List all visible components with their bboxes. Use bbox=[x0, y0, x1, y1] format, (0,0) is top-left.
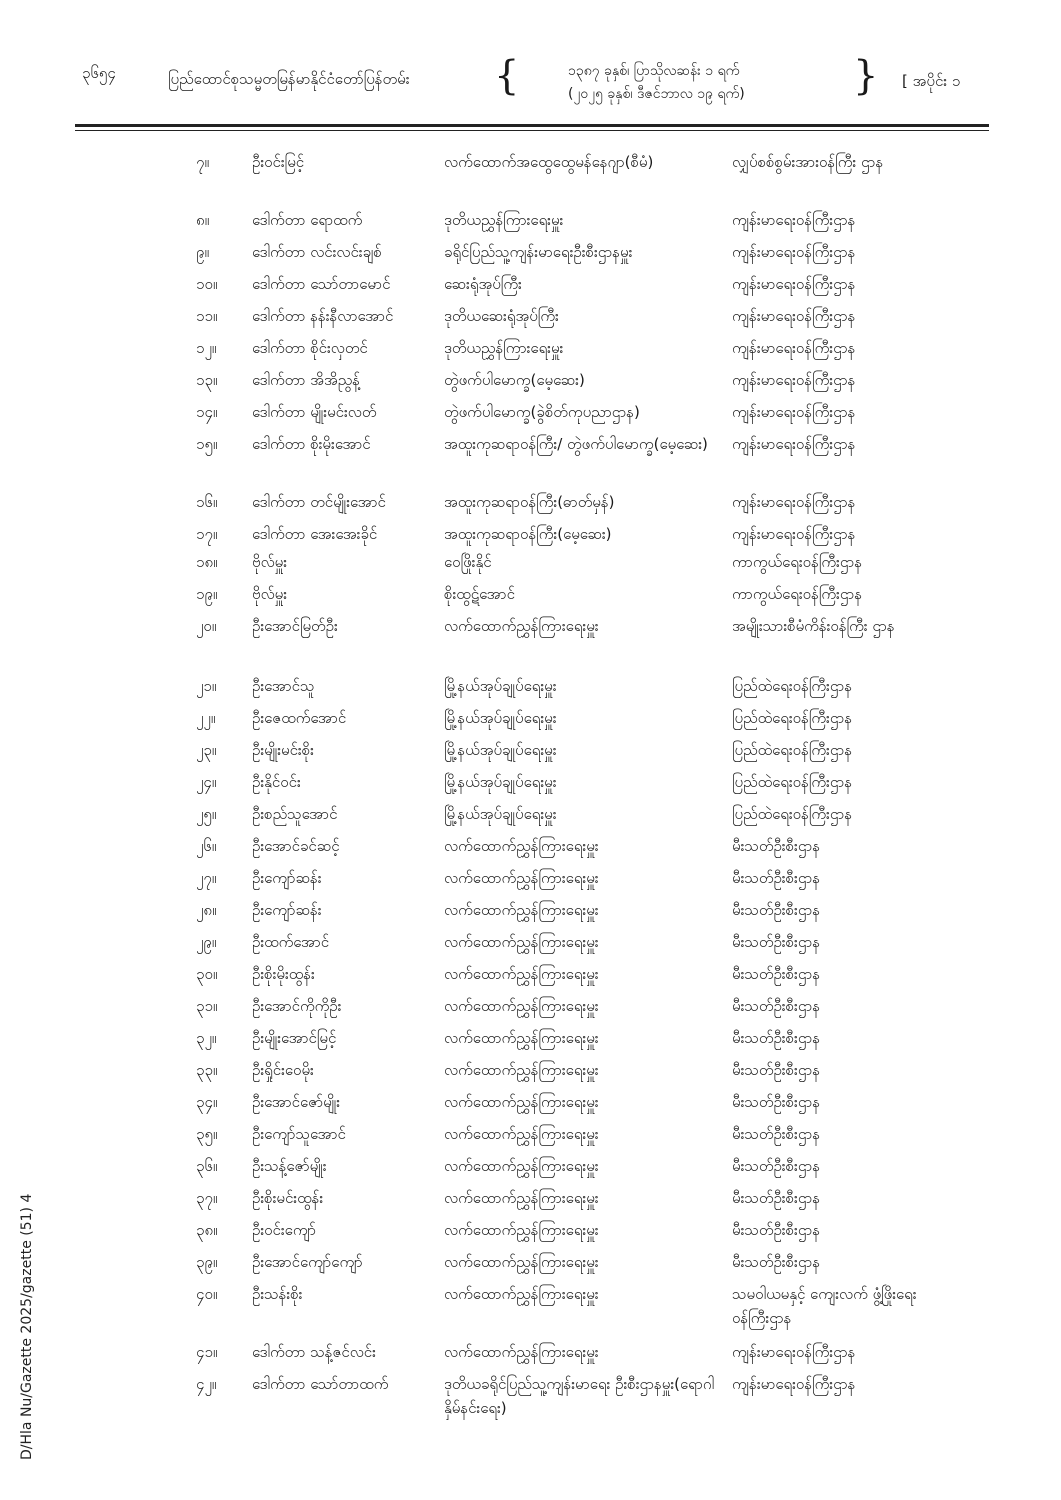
entry-name: ဦးရှိုင်းဝေမိုး bbox=[252, 1061, 314, 1079]
entry-ministry: ကျန်းမာရေးဝန်ကြီးဌာန bbox=[732, 493, 856, 511]
entry-ministry: မီးသတ်ဦးစီးဌာန bbox=[732, 965, 821, 983]
entry-ministry: ကျန်းမာရေးဝန်ကြီးဌာန bbox=[732, 371, 856, 389]
entry-position: လက်ထောက်ညွှန်ကြားရေးမှူး bbox=[444, 837, 599, 855]
entry-name: ဦးမျိုးမင်းစိုး bbox=[252, 741, 314, 759]
date-line-gregorian: (၂၀၂၅ ခုနှစ်၊ ဒီဇင်ဘာလ ၁၉ ရက်) bbox=[568, 86, 745, 102]
entry-number: ၈။ bbox=[196, 211, 210, 229]
entry-name: ဒေါက်တာ အေးအေးခိုင် bbox=[252, 525, 378, 543]
entry-number: ၁၃။ bbox=[196, 371, 218, 389]
entry-position: လက်ထောက်ညွှန်ကြားရေးမှူး bbox=[444, 997, 599, 1015]
entry-name: ဦးသန့်ဇော်မျိုး bbox=[252, 1157, 327, 1175]
entry-name: ဒေါက်တာ စိုးမိုးအောင် bbox=[252, 435, 371, 453]
entry-ministry: ကျန်းမာရေးဝန်ကြီးဌာန bbox=[732, 1375, 856, 1393]
entry-position: ဝေဖြိုးနိုင် bbox=[444, 553, 492, 571]
entry-name: ဒေါက်တာ တင်မျိုးအောင် bbox=[252, 493, 386, 511]
entry-ministry: ကာကွယ်ရေးဝန်ကြီးဌာန bbox=[732, 553, 863, 571]
entry-ministry: ကျန်းမာရေးဝန်ကြီးဌာန bbox=[732, 243, 856, 261]
entry-number: ၁၇။ bbox=[196, 525, 218, 543]
entry-ministry: ပြည်ထဲရေးဝန်ကြီးဌာန bbox=[732, 773, 853, 791]
entry-ministry: ကျန်းမာရေးဝန်ကြီးဌာန bbox=[732, 275, 856, 293]
entry-number: ၃၈။ bbox=[196, 1221, 218, 1239]
entry-number: ၃၆။ bbox=[196, 1157, 218, 1175]
entry-position: လက်ထောက်ညွှန်ကြားရေးမှူး bbox=[444, 1253, 599, 1271]
entry-number: ၂၈။ bbox=[196, 901, 217, 919]
entry-ministry: မီးသတ်ဦးစီးဌာန bbox=[732, 997, 821, 1015]
entry-ministry: ကျန်းမာရေးဝန်ကြီးဌာန bbox=[732, 307, 856, 325]
entry-number: ၃၂။ bbox=[196, 1029, 217, 1047]
entry-ministry: မီးသတ်ဦးစီးဌာန bbox=[732, 1189, 821, 1207]
entry-position: လက်ထောက်ညွှန်ကြားရေးမှူး bbox=[444, 1157, 599, 1175]
entry-position: လက်ထောက်ညွှန်ကြားရေးမှူး bbox=[444, 1285, 599, 1303]
entry-ministry: မီးသတ်ဦးစီးဌာန bbox=[732, 901, 821, 919]
left-brace: { bbox=[494, 53, 520, 99]
entry-number: ၂၀။ bbox=[196, 617, 217, 635]
entry-position: အထူးကုဆရာဝန်ကြီး(မေ့ဆေး) bbox=[444, 525, 612, 543]
entry-number: ၁၈။ bbox=[196, 553, 218, 571]
page-number: ၃၆၅၄ bbox=[82, 64, 116, 82]
entry-position: လက်ထောက်ညွှန်ကြားရေးမှူး bbox=[444, 1029, 599, 1047]
entry-name: ဦးအောင်မြတ်ဦး bbox=[252, 617, 338, 635]
entry-position: လက်ထောက်ညွှန်ကြားရေးမှူး bbox=[444, 1093, 599, 1111]
entry-position: လက်ထောက်ညွှန်ကြားရေးမှူး bbox=[444, 1343, 599, 1361]
entry-ministry: မီးသတ်ဦးစီးဌာန bbox=[732, 837, 821, 855]
entry-position: လက်ထောက်ညွှန်ကြားရေးမှူး bbox=[444, 869, 599, 887]
entry-number: ၂၅။ bbox=[196, 805, 217, 823]
entry-position: လက်ထောက်ညွှန်ကြားရေးမှူး bbox=[444, 1125, 599, 1143]
date-line-myanmar: ၁၃၈၇ ခုနှစ်၊ ပြာသိုလဆန်း ၁ ရက် bbox=[568, 63, 740, 79]
entry-name: ဒေါက်တာ သန့်ဇင်လင်း bbox=[252, 1343, 376, 1361]
entry-position: လက်ထောက်ညွှန်ကြားရေးမှူး bbox=[444, 1061, 599, 1079]
entry-name: ဦးစည်သူအောင် bbox=[252, 805, 338, 823]
entry-ministry: ကျန်းမာရေးဝန်ကြီးဌာန bbox=[732, 525, 856, 543]
entry-ministry: မီးသတ်ဦးစီးဌာန bbox=[732, 1061, 821, 1079]
entry-ministry: အမျိုးသားစီမံကိန်းဝန်ကြီး ဌာန bbox=[732, 617, 895, 635]
entry-number: ၂၉။ bbox=[196, 933, 217, 951]
entry-position: လက်ထောက်ညွှန်ကြားရေးမှူး bbox=[444, 933, 599, 951]
entry-position: လက်ထောက်ညွှန်ကြားရေးမှူး bbox=[444, 965, 599, 983]
entry-name: ဦးဝင်းကျော် bbox=[252, 1221, 317, 1239]
entry-name: ဦးမျိုးအောင်မြင့် bbox=[252, 1029, 337, 1047]
entry-position: အထူးကုဆရာဝန်ကြီး(ဓာတ်မှန်) bbox=[444, 493, 615, 511]
entry-number: ၂၃။ bbox=[196, 741, 217, 759]
entry-number: ၂၁။ bbox=[196, 677, 217, 695]
entry-position: အထူးကုဆရာဝန်ကြီး/ တွဲဖက်ပါမောက္ခ(မေ့ဆေး) bbox=[444, 435, 708, 453]
entry-number: ၁၉။ bbox=[196, 585, 218, 603]
entry-ministry: ပြည်ထဲရေးဝန်ကြီးဌာန bbox=[732, 805, 853, 823]
entry-name: ဦးအောင်ဇော်မျိုး bbox=[252, 1093, 341, 1111]
entry-ministry: ပြည်ထဲရေးဝန်ကြီးဌာန bbox=[732, 677, 853, 695]
entry-position: ဒုတိယခရိုင်ပြည်သူ့ကျန်းမာရေး ဦးစီးဌာနမှူး(ရောဂါနှိမ်နင်းရေး) bbox=[444, 1375, 715, 1417]
entry-number: ၃၃။ bbox=[196, 1061, 218, 1079]
right-brace: } bbox=[853, 53, 879, 99]
entry-name: ဦးအောင်ခင်ဆင့် bbox=[252, 837, 340, 855]
entry-number: ၃၇။ bbox=[196, 1189, 218, 1207]
entry-name: ဦးနိုင်ဝင်း bbox=[252, 773, 301, 791]
entry-position: စိုးထွဋ်အောင် bbox=[444, 585, 515, 603]
entry-number: ၁၅။ bbox=[196, 435, 218, 453]
entry-position: တွဲဖက်ပါမောက္ခ(ခွဲစိတ်ကုပညာဌာန) bbox=[444, 403, 640, 421]
entry-number: ၃၅။ bbox=[196, 1125, 218, 1143]
entry-position: မြို့နယ်အုပ်ချုပ်ရေးမှူး bbox=[444, 805, 557, 823]
entry-name: ဦးကျော်သူအောင် bbox=[252, 1125, 346, 1143]
entry-number: ၁၀။ bbox=[196, 275, 218, 293]
entry-position: မြို့နယ်အုပ်ချုပ်ရေးမှူး bbox=[444, 773, 557, 791]
entry-number: ၂၇။ bbox=[196, 869, 217, 887]
entry-number: ၃၉။ bbox=[196, 1253, 218, 1271]
entry-name: ဒေါက်တာ လင်းလင်းချစ် bbox=[252, 243, 382, 261]
entry-ministry: မီးသတ်ဦးစီးဌာန bbox=[732, 1029, 821, 1047]
entry-name: ဦးသန်းစိုး bbox=[252, 1285, 303, 1303]
entry-ministry: မီးသတ်ဦးစီးဌာန bbox=[732, 1157, 821, 1175]
entry-position: ဒုတိယဆေးရုံအုပ်ကြီး bbox=[444, 307, 559, 325]
entry-ministry: မီးသတ်ဦးစီးဌာန bbox=[732, 1221, 821, 1239]
entry-ministry: ကျန်းမာရေးဝန်ကြီးဌာန bbox=[732, 211, 856, 229]
entry-name: ဦးကျော်ဆန်း bbox=[252, 869, 322, 887]
entry-number: ၄၁။ bbox=[196, 1343, 218, 1361]
entry-name: ဗိုလ်မှူး bbox=[252, 585, 288, 603]
entry-number: ၄၂။ bbox=[196, 1375, 217, 1393]
entry-name: ဦးအောင်သူ bbox=[252, 677, 315, 695]
entry-number: ၂၆။ bbox=[196, 837, 217, 855]
entry-position: ဆေးရုံအုပ်ကြီး bbox=[444, 275, 522, 293]
entry-number: ၃၄။ bbox=[196, 1093, 218, 1111]
entry-position: လက်ထောက်အထွေထွေမန်နေဂျာ(စီမံ) bbox=[444, 153, 654, 171]
entry-ministry: ပြည်ထဲရေးဝန်ကြီးဌာန bbox=[732, 709, 853, 727]
entry-name: ဒေါက်တာ သော်တာမောင် bbox=[252, 275, 391, 293]
entry-name: ဦးကျော်ဆန်း bbox=[252, 901, 322, 919]
print-reference-code: D/Hla Nu/Gazette 2025/gazette (51) 4 bbox=[19, 1193, 35, 1460]
entry-name: ဦးဇေထက်အောင် bbox=[252, 709, 347, 727]
part-label: [ အပိုင်း ၁ bbox=[902, 72, 961, 90]
entry-number: ၂၄။ bbox=[196, 773, 217, 791]
entry-ministry: သမဝါယမနှင့် ကျေးလက် ဖွံ့ဖြိုးရေးဝန်ကြီးဌာန bbox=[732, 1285, 917, 1327]
entry-position: ခရိုင်ပြည်သူ့ကျန်းမာရေးဦးစီးဌာနမှူး bbox=[444, 243, 633, 261]
entry-number: ၁၄။ bbox=[196, 403, 218, 421]
entry-ministry: မီးသတ်ဦးစီးဌာန bbox=[732, 869, 821, 887]
entry-ministry: ကျန်းမာရေးဝန်ကြီးဌာန bbox=[732, 403, 856, 421]
entry-position: မြို့နယ်အုပ်ချုပ်ရေးမှူး bbox=[444, 709, 557, 727]
entry-position: လက်ထောက်ညွှန်ကြားရေးမှူး bbox=[444, 1221, 599, 1239]
entry-ministry: ကျန်းမာရေးဝန်ကြီးဌာန bbox=[732, 1343, 856, 1361]
entry-ministry: လျှပ်စစ်စွမ်းအားဝန်ကြီး ဌာန bbox=[732, 153, 884, 171]
entry-name: ဒေါက်တာ နန်းနီလာအောင် bbox=[252, 307, 394, 325]
entry-number: ၁၆။ bbox=[196, 493, 218, 511]
entry-name: ဒေါက်တာ စိုင်းလှတင် bbox=[252, 339, 368, 357]
entry-name: ဦးစိုးမိုးထွန်း bbox=[252, 965, 315, 983]
entry-position: မြို့နယ်အုပ်ချုပ်ရေးမှူး bbox=[444, 677, 557, 695]
entry-number: ၃၀။ bbox=[196, 965, 218, 983]
entry-ministry: ကျန်းမာရေးဝန်ကြီးဌာန bbox=[732, 435, 856, 453]
entry-number: ၃၁။ bbox=[196, 997, 218, 1015]
entry-position: လက်ထောက်ညွှန်ကြားရေးမှူး bbox=[444, 617, 599, 635]
entry-ministry: မီးသတ်ဦးစီးဌာန bbox=[732, 1125, 821, 1143]
entry-position: ဒုတိယညွှန်ကြားရေးမှူး bbox=[444, 339, 564, 357]
entry-ministry: ကာကွယ်ရေးဝန်ကြီးဌာန bbox=[732, 585, 863, 603]
entry-number: ၄၀။ bbox=[196, 1285, 218, 1303]
entry-ministry: မီးသတ်ဦးစီးဌာန bbox=[732, 1253, 821, 1271]
entry-name: ဒေါက်တာ အိအိညွန့် bbox=[252, 371, 360, 389]
entry-position: မြို့နယ်အုပ်ချုပ်ရေးမှူး bbox=[444, 741, 557, 759]
entry-position: တွဲဖက်ပါမောက္ခ(မေ့ဆေး) bbox=[444, 371, 585, 389]
entry-number: ၉။ bbox=[196, 243, 209, 261]
entry-number: ၁၁။ bbox=[196, 307, 218, 325]
entry-number: ၁၂။ bbox=[196, 339, 217, 357]
entry-position: လက်ထောက်ညွှန်ကြားရေးမှူး bbox=[444, 901, 599, 919]
entry-ministry: ပြည်ထဲရေးဝန်ကြီးဌာန bbox=[732, 741, 853, 759]
entry-name: ဗိုလ်မှူး bbox=[252, 553, 288, 571]
entry-name: ဒေါက်တာ မျိုးမင်းလတ် bbox=[252, 403, 377, 421]
entry-name: ဒေါက်တာ သော်တာထက် bbox=[252, 1375, 389, 1393]
entry-ministry: မီးသတ်ဦးစီးဌာန bbox=[732, 933, 821, 951]
entry-name: ဦးဝင်းမြင့် bbox=[252, 153, 305, 171]
entry-name: ဦးအောင်ကိုကိုဦး bbox=[252, 997, 342, 1015]
gazette-title: ပြည်ထောင်စုသမ္မတမြန်မာနိုင်ငံတော်ပြန်တမ်း bbox=[168, 70, 410, 88]
entry-position: ဒုတိယညွှန်ကြားရေးမှူး bbox=[444, 211, 564, 229]
entry-name: ဦးအောင်ကျော်ကျော် bbox=[252, 1253, 363, 1271]
entry-ministry: မီးသတ်ဦးစီးဌာန bbox=[732, 1093, 821, 1111]
entry-position: လက်ထောက်ညွှန်ကြားရေးမှူး bbox=[444, 1189, 599, 1207]
entry-name: ဒေါက်တာ ရောထက် bbox=[252, 211, 363, 229]
entry-ministry: ကျန်းမာရေးဝန်ကြီးဌာန bbox=[732, 339, 856, 357]
entry-number: ၇။ bbox=[196, 153, 209, 171]
entry-number: ၂၂။ bbox=[196, 709, 216, 727]
entry-name: ဦးစိုးမင်းထွန်း bbox=[252, 1189, 324, 1207]
entry-name: ဦးထက်အောင် bbox=[252, 933, 330, 951]
